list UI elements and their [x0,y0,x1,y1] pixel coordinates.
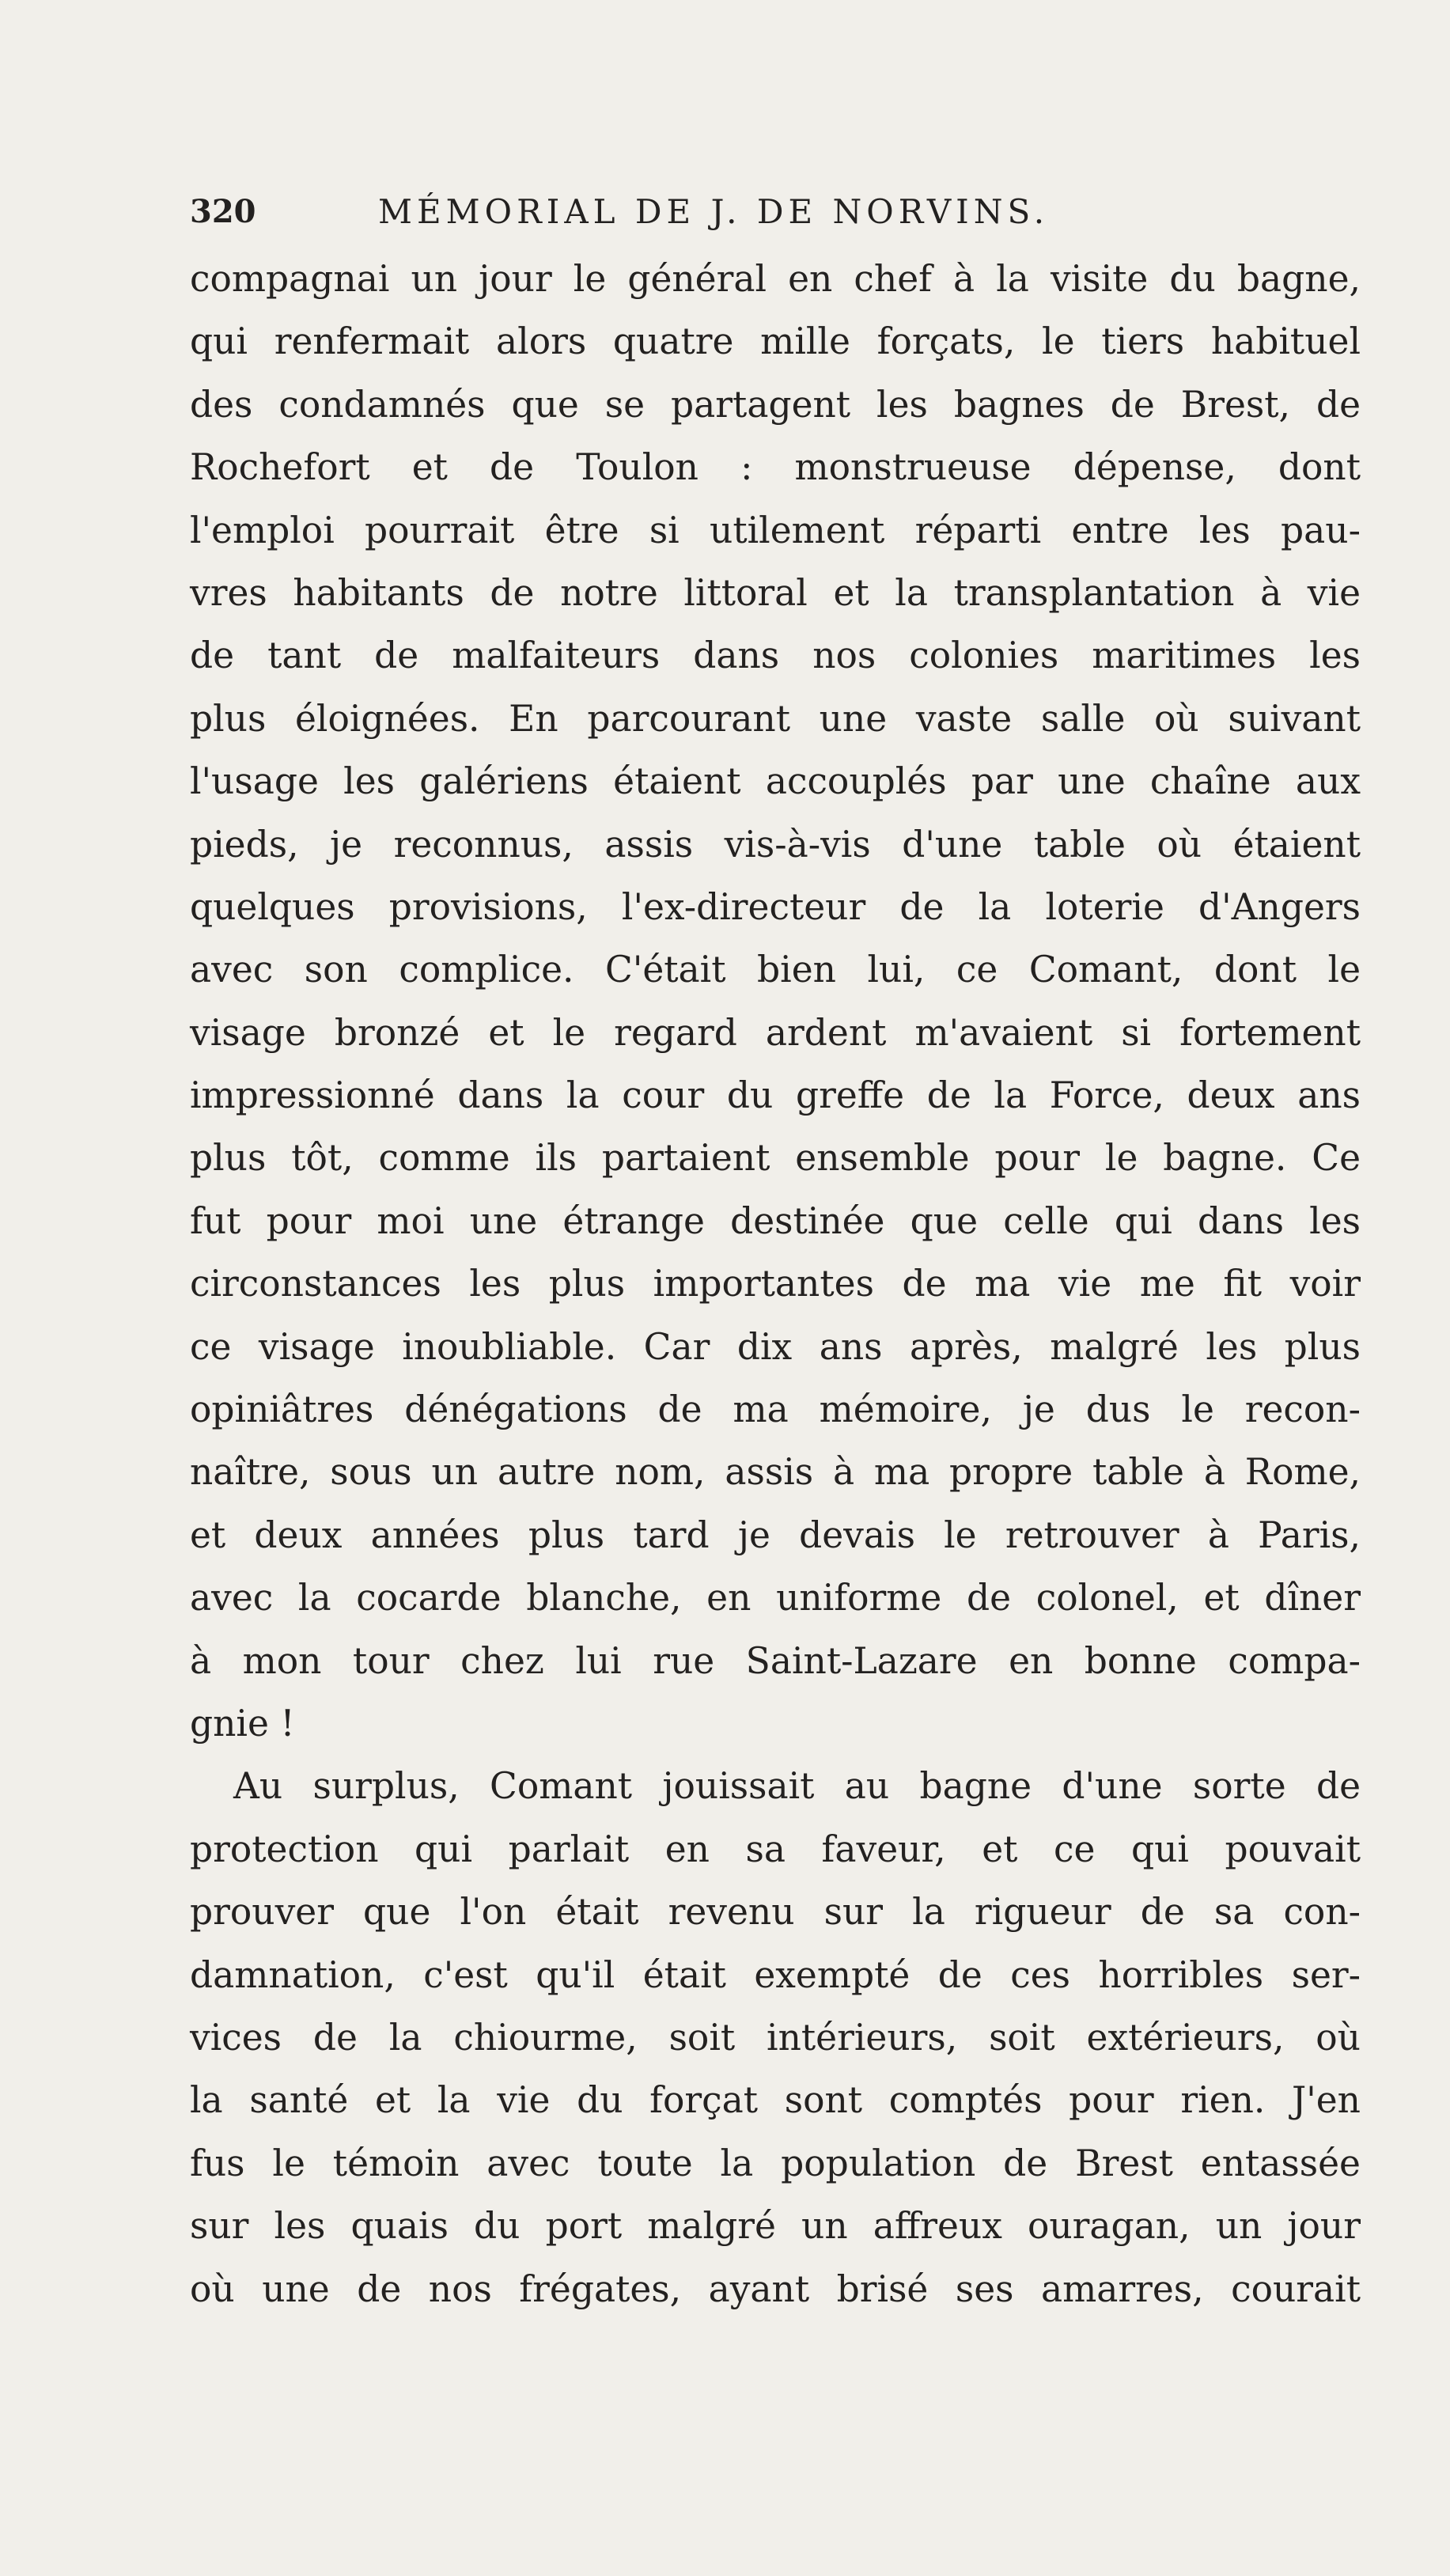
text-line: où une de nos frégates, ayant brisé ses amarres, courait [190,2267,1361,2310]
text-line: visage bronzé et le regard ardent m'avaient si fortement [190,1011,1361,1054]
text-line: opiniâtres dénégations de ma mémoire, je dus le recon- [190,1388,1361,1431]
text-line: prouver que l'on était revenu sur la rigueur de sa con- [190,1891,1361,1934]
text-line: et deux années plus tard je devais le retrouver à Paris, [190,1513,1361,1556]
text-line: Au surplus, Comant jouissait au bagne d'une sorte de [233,1765,1361,1808]
text-line: naître, sous un autre nom, assis à ma propre table à Rome, [190,1451,1361,1494]
text-line: avec la cocarde blanche, en uniforme de colonel, et dîner [190,1577,1361,1619]
text-line: la santé et la vie du forçat sont comptés pour rien. J'en [190,2079,1361,2122]
page-number: 320 [190,193,256,230]
text-line: l'usage les galériens étaient accouplés par une chaîne aux [190,760,1361,803]
text-line: sur les quais du port malgré un affreux ouragan, un jour [190,2205,1361,2248]
text-line: Rochefort et de Toulon : monstrueuse dépense, dont [190,446,1361,489]
text-line: vices de la chiourme, soit intérieurs, soit extérieurs, où [190,2016,1361,2059]
text-line: avec son complice. C'était bien lui, ce Comant, dont le [190,949,1361,991]
text-line: plus tôt, comme ils partaient ensemble pour le bagne. Ce [190,1137,1361,1180]
text-line: fut pour moi une étrange destinée que celle qui dans les [190,1199,1361,1242]
text-line: impressionné dans la cour du greffe de la Force, deux ans [190,1074,1361,1117]
text-line: plus éloignées. En parcourant une vaste salle où suivant [190,697,1361,740]
text-line: ce visage inoubliable. Car dix ans après, malgré les plus [190,1325,1361,1368]
text-line: l'emploi pourrait être si utilement réparti entre les pau- [190,509,1361,551]
running-title: MÉMORIAL DE J. DE NORVINS. [378,192,1050,231]
text-line: circonstances les plus importantes de ma vie me fit voir [190,1263,1361,1305]
text-line: pieds, je reconnus, assis vis-à-vis d'une table où étaient [190,823,1361,866]
text-line: qui renfermait alors quatre mille forçats, le tiers habituel [190,320,1361,363]
text-line: fus le témoin avec toute la population de Brest entassée [190,2142,1361,2184]
text-line: damnation, c'est qu'il était exempté de ces horribles ser- [190,1953,1361,1996]
body-text [190,248,1361,2320]
text-line: quelques provisions, l'ex-directeur de la loterie d'Angers [190,885,1361,928]
page-header [190,188,1361,236]
text-line: de tant de malfaiteurs dans nos colonies maritimes les [190,635,1361,677]
text-line: protection qui parlait en sa faveur, et ce qui pouvait [190,1828,1361,1870]
text-line: gnie ! [190,1702,295,1744]
text-line: des condamnés que se partagent les bagnes de Brest, de [190,383,1361,426]
text-line: à mon tour chez lui rue Saint-Lazare en bonne compa- [190,1639,1361,1682]
text-line: vres habitants de notre littoral et la transplantation à vie [190,571,1361,614]
text-line: compagnai un jour le général en chef à la visite du bagne, [190,258,1361,300]
